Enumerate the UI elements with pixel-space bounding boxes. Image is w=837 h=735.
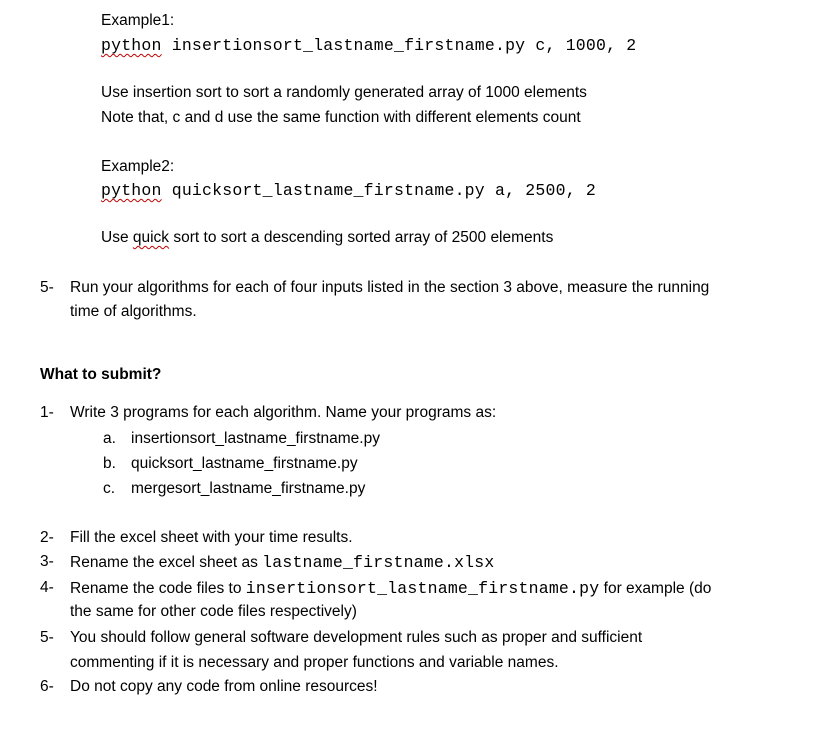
subitem-a-letter: a.	[103, 430, 116, 447]
example1-description-2: Note that, c and d use the same function with different elements count	[101, 109, 581, 126]
command-word: python	[101, 36, 162, 55]
inline-code: lastname_firstname.xlsx	[262, 553, 495, 572]
subitem-c-letter: c.	[103, 480, 116, 497]
example2-heading: Example2:	[101, 158, 175, 175]
step5-line-1: Run your algorithms for each of four inputs listed in the section 3 above, measure the running	[70, 279, 710, 296]
item6-text: Do not copy any code from online resources!	[70, 678, 378, 695]
example2-description	[101, 229, 553, 247]
subitem-c-text: mergesort_lastname_firstname.py	[131, 480, 366, 497]
text-fragment: Rename the code files to	[70, 580, 246, 597]
submit-heading: What to submit?	[40, 366, 162, 383]
step5-line-2: time of algorithms.	[70, 303, 197, 320]
inline-code: insertionsort_lastname_firstname.py	[245, 579, 600, 598]
item5-line-2: commenting if it is necessary and proper functions and variable names.	[70, 654, 559, 671]
example1-description-1: Use insertion sort to sort a randomly generated array of 1000 elements	[101, 84, 587, 101]
misspelled-word: quick	[132, 229, 170, 246]
item2-number: 2-	[40, 529, 54, 546]
item2-text: Fill the excel sheet with your time results.	[70, 529, 353, 546]
subitem-a-text: insertionsort_lastname_firstname.py	[131, 430, 380, 447]
item4-number: 4-	[40, 579, 54, 596]
item1-text: Write 3 programs for each algorithm. Name your programs as:	[70, 404, 497, 421]
item3-text	[70, 553, 494, 572]
item4-line-1	[70, 579, 711, 598]
item5-number: 5-	[40, 629, 54, 646]
subitem-b-text: quicksort_lastname_firstname.py	[131, 455, 358, 472]
command-args: insertionsort_lastname_firstname.py c, 1000, 2	[161, 36, 637, 55]
text-fragment: for example (do	[599, 580, 712, 597]
example1-command	[101, 36, 636, 55]
text-fragment: Use	[101, 229, 133, 246]
text-fragment: Rename the excel sheet as	[70, 554, 263, 571]
command-args: quicksort_lastname_firstname.py a, 2500, 2	[161, 181, 596, 200]
item5-line-1: You should follow general software development rules such as proper and sufficient	[70, 629, 643, 646]
item3-number: 3-	[40, 553, 54, 570]
command-word: python	[101, 181, 162, 200]
item1-number: 1-	[40, 404, 54, 421]
example1-heading: Example1:	[101, 12, 175, 29]
item6-number: 6-	[40, 678, 54, 695]
text-fragment: sort to sort a descending sorted array of 2500 elements	[169, 229, 554, 246]
step5-number: 5-	[40, 279, 54, 296]
item4-line-2: the same for other code files respectively)	[70, 603, 357, 620]
subitem-b-letter: b.	[103, 455, 116, 472]
example2-command	[101, 181, 596, 200]
